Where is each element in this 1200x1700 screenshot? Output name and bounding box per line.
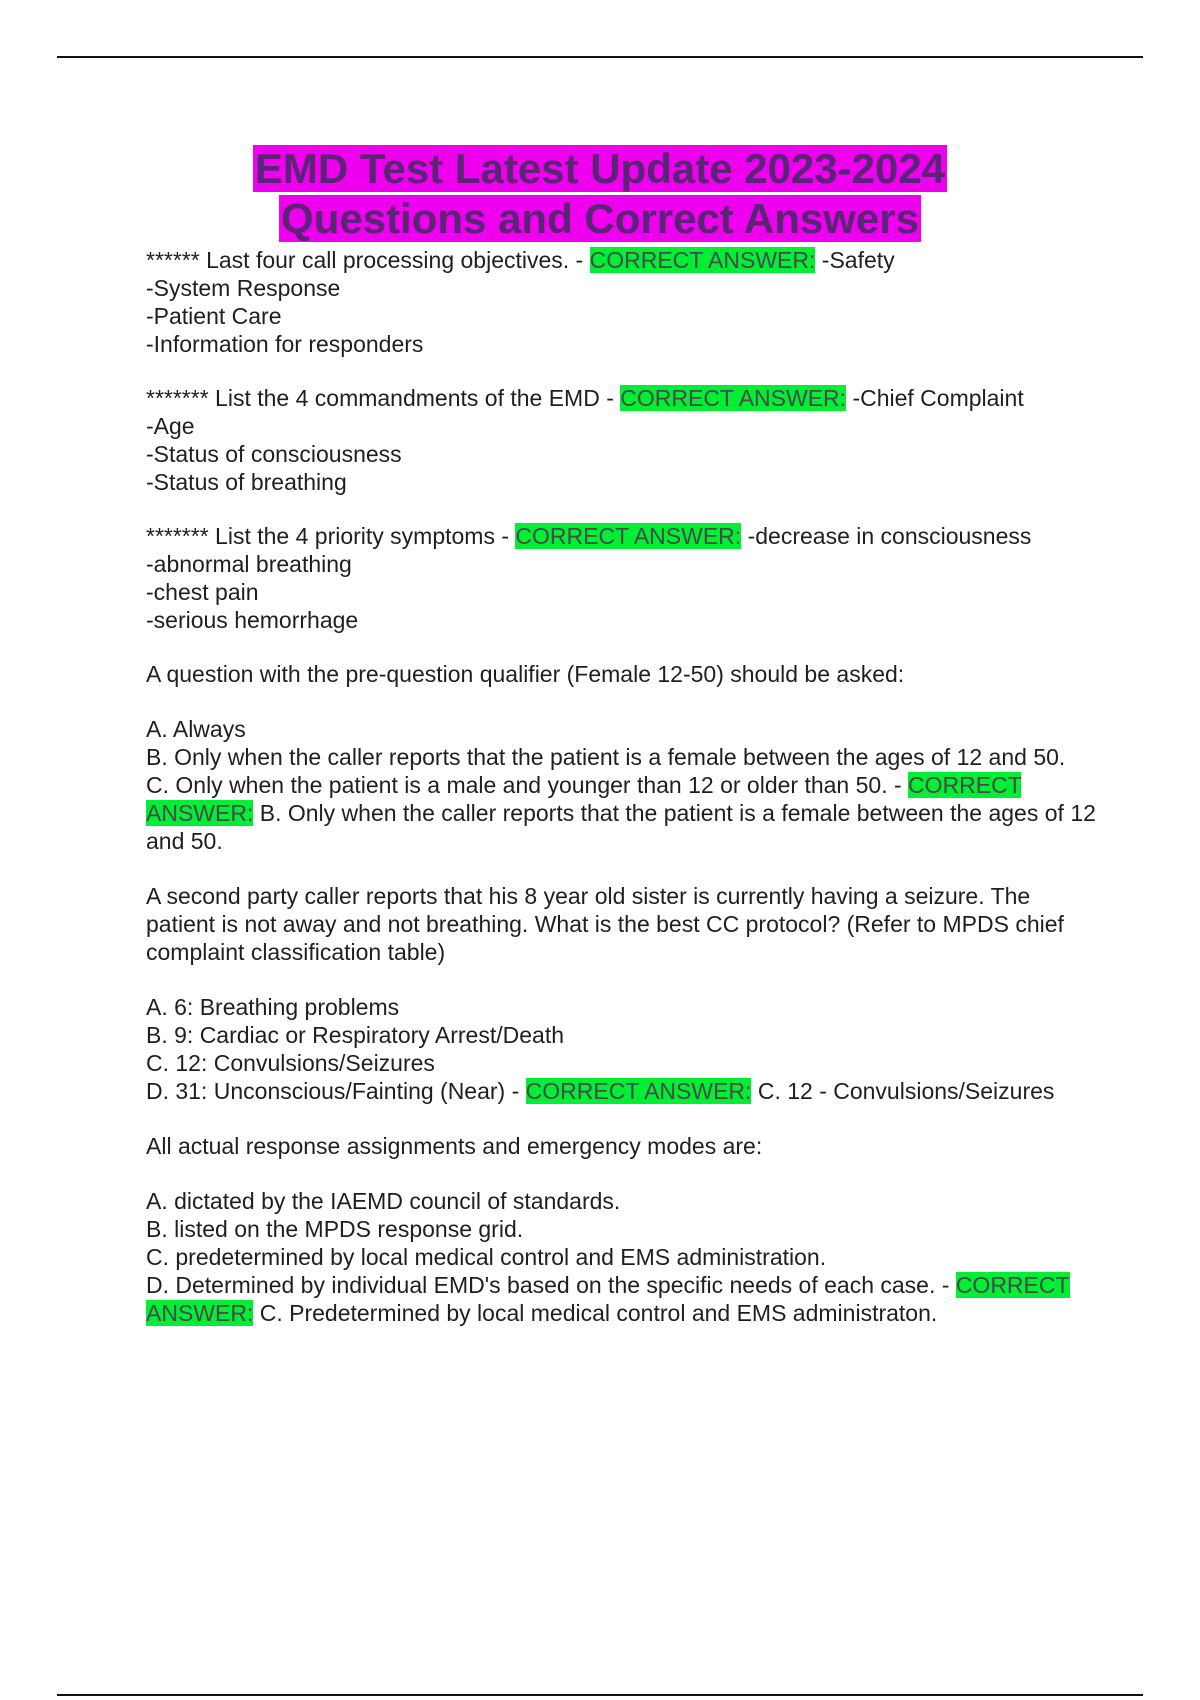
option-d: D. 31: Unconscious/Fainting (Near) - xyxy=(146,1078,526,1104)
answer-line: -decrease in consciousness xyxy=(747,523,1032,549)
option-b: B. 9: Cardiac or Respiratory Arrest/Death xyxy=(146,1022,564,1048)
title-line-1: EMD Test Latest Update 2023-2024 xyxy=(254,145,946,192)
option-a: A. 6: Breathing problems xyxy=(146,994,400,1020)
answer-line: -Age xyxy=(146,413,195,439)
options-list xyxy=(146,715,1096,855)
answer-line: -Status of breathing xyxy=(146,469,347,495)
correct-answer-label: CORRECT xyxy=(908,772,1022,798)
page-title xyxy=(100,144,1100,244)
qa-item-3 xyxy=(146,522,1096,634)
option-a: A. dictated by the IAEMD council of standards. xyxy=(146,1188,621,1214)
correct-answer-label: CORRECT ANSWER: xyxy=(515,523,742,549)
answer-text: C. Predetermined by local medical control and EMS administraton. xyxy=(253,1300,938,1326)
document-body xyxy=(146,246,1096,1353)
question-text: ******* List the 4 commandments of the EMD - xyxy=(146,385,621,411)
answer-line: -chest pain xyxy=(146,579,259,605)
answer-line: -Status of consciousness xyxy=(146,441,402,467)
question-text: ******* List the 4 priority symptoms - xyxy=(146,523,516,549)
question-stem: A second party caller reports that his 8 year old sister is currently having a seizure. The patient is not away and not breathing. What is the best CC protocol? (Refer to MPDS chief complaint classification table) xyxy=(146,883,1064,965)
options-list xyxy=(146,993,1096,1105)
qa-item-5 xyxy=(146,882,1096,1105)
qa-item-1 xyxy=(146,246,1096,358)
bottom-rule xyxy=(57,1694,1143,1696)
question-text: ****** Last four call processing objectives. - xyxy=(146,247,590,273)
answer-line: -Safety xyxy=(821,247,895,273)
correct-answer-label: CORRECT ANSWER: xyxy=(146,1272,1070,1326)
option-c: C. predetermined by local medical control and EMS administration. xyxy=(146,1244,827,1270)
answer-line: -System Response xyxy=(146,275,341,301)
options-list xyxy=(146,1187,1096,1327)
correct-answer-label: CORRECT ANSWER: xyxy=(589,247,816,273)
option-c: C. 12: Convulsions/Seizures xyxy=(146,1050,435,1076)
qa-item-2 xyxy=(146,384,1096,496)
answer-line: -abnormal breathing xyxy=(146,551,352,577)
option-c: C. Only when the patient is a male and younger than 12 or older than 50. - xyxy=(146,772,909,798)
answer-text: B. Only when the caller reports that the patient is a female between the ages of 12 and 50. xyxy=(146,800,1096,854)
answer-line: -serious hemorrhage xyxy=(146,607,359,633)
title-line-2: Questions and Correct Answers xyxy=(281,195,919,242)
option-b: B. Only when the caller reports that the patient is a female between the ages of 12 and 50. xyxy=(146,744,1066,770)
answer-line: -Information for responders xyxy=(146,331,424,357)
answer-line: -Chief Complaint xyxy=(852,385,1024,411)
answer-text: C. 12 - Convulsions/Seizures xyxy=(751,1078,1055,1104)
question-stem: A question with the pre-question qualifier (Female 12-50) should be asked: xyxy=(146,661,905,687)
option-a: A. Always xyxy=(146,716,246,742)
top-rule xyxy=(57,56,1143,58)
question-stem: All actual response assignments and emergency modes are: xyxy=(146,1133,763,1159)
qa-item-4 xyxy=(146,660,1096,855)
correct-answer-label: CORRECT ANSWER: xyxy=(620,385,847,411)
correct-answer-label: CORRECT ANSWER: xyxy=(525,1078,752,1104)
qa-item-6 xyxy=(146,1132,1096,1327)
option-b: B. listed on the MPDS response grid. xyxy=(146,1216,524,1242)
option-d: D. Determined by individual EMD's based on the specific needs of each case. - xyxy=(146,1272,956,1298)
answer-line: -Patient Care xyxy=(146,303,282,329)
correct-answer-label: ANSWER: xyxy=(146,800,254,826)
